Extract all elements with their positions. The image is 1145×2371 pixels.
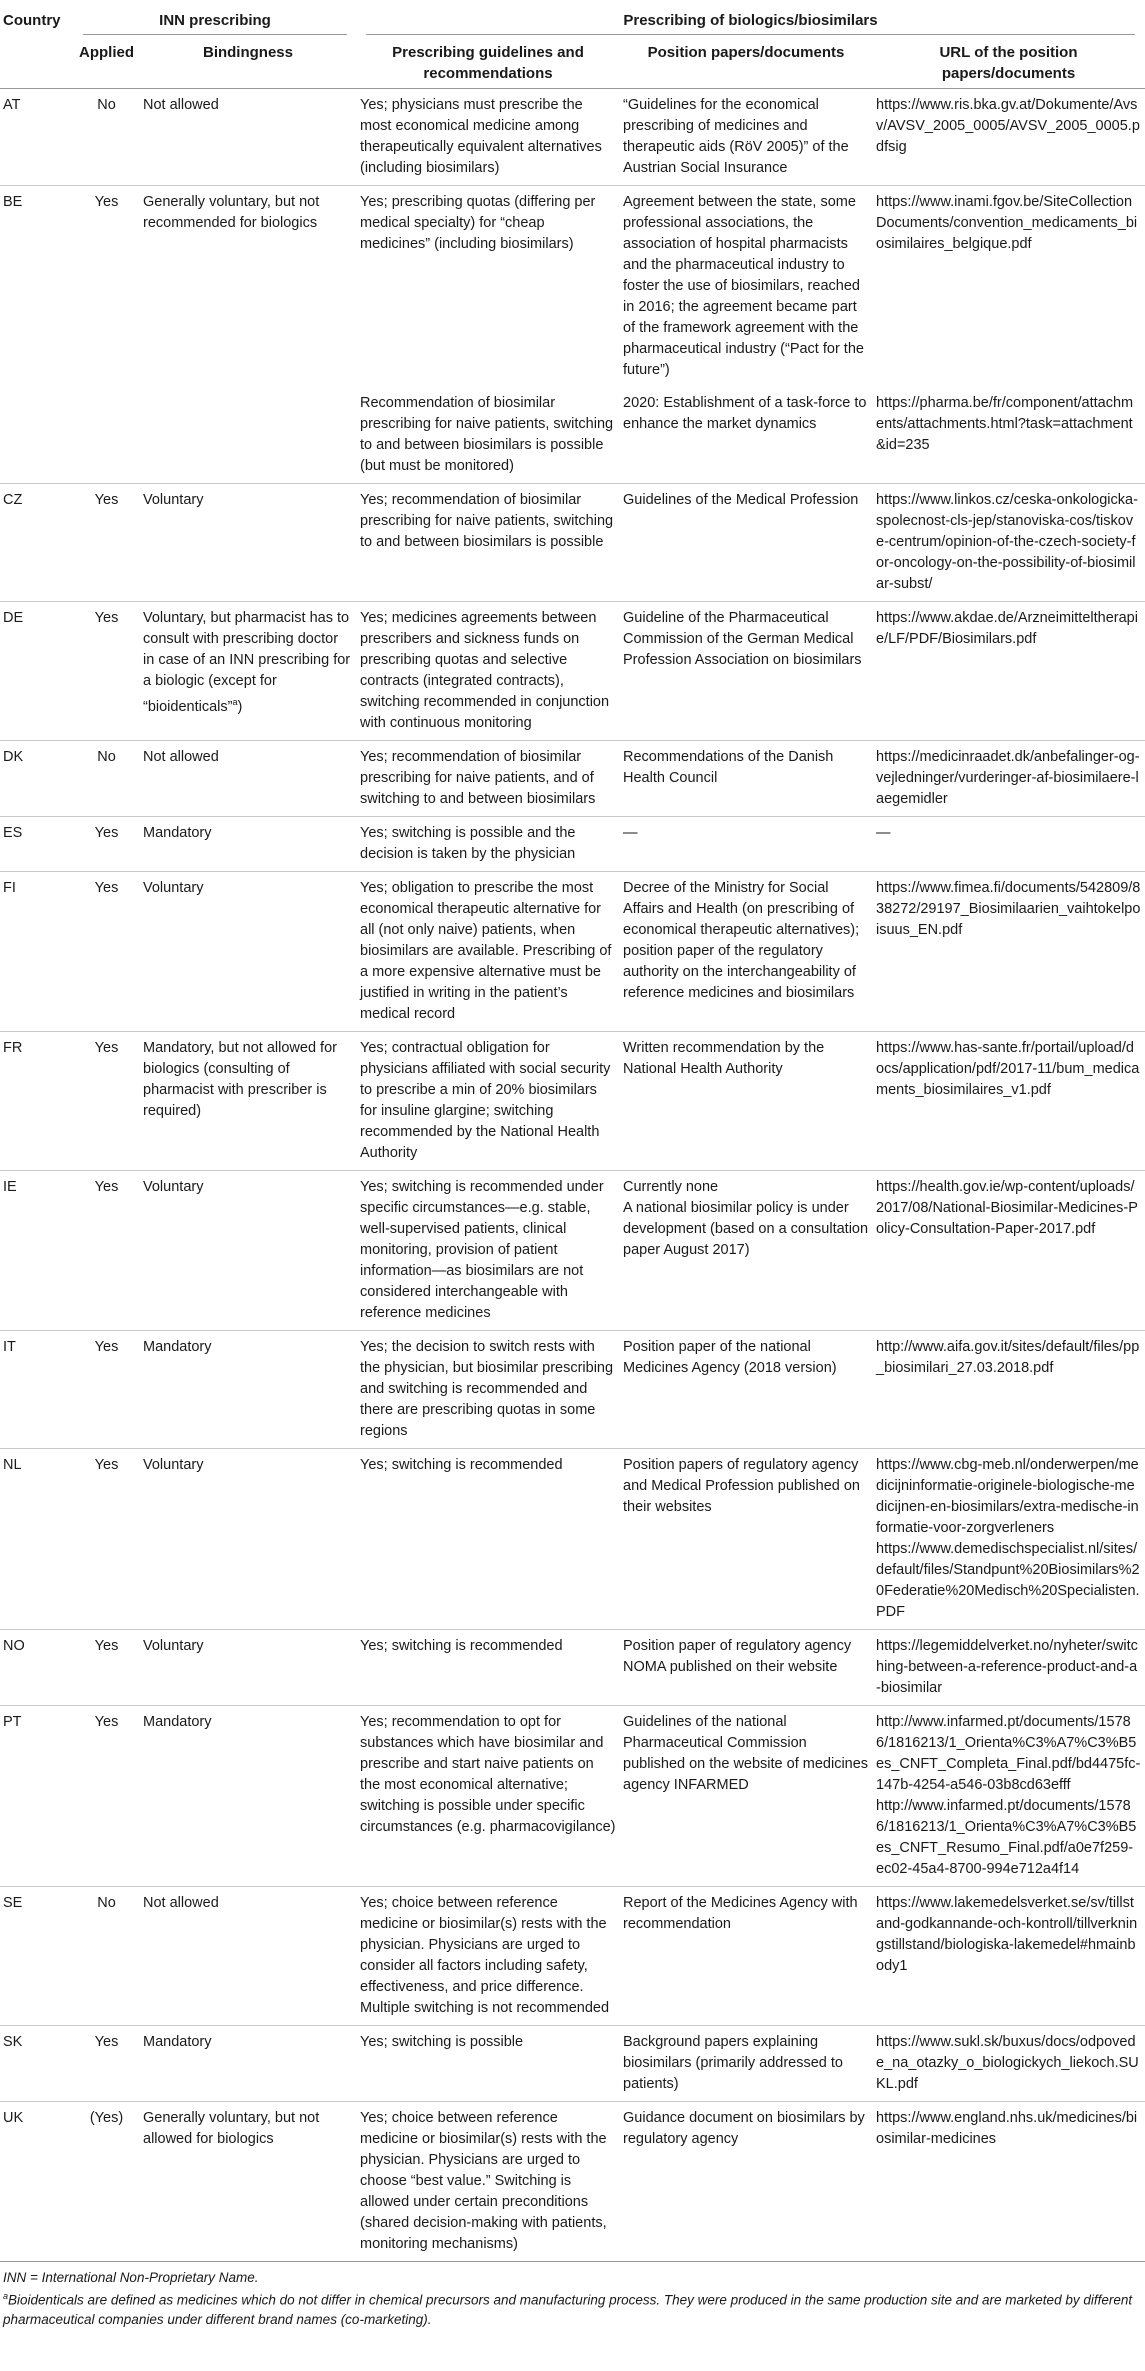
cell-url: [873, 2102, 1145, 2262]
cell-bindingness: [140, 1449, 357, 1630]
bindingness-text: Voluntary: [143, 1638, 204, 1654]
papers-text: Guideline of the Pharmaceutical Commission of the German Medical Profession Association on biosimilars: [623, 610, 862, 668]
cell-guidelines: Yes; choice between reference medicine or biosimilar(s) rests with the physician. Physicians are urged to consider all factors including safety, effectiveness, and price difference. Multiple switching is not recommended: [360, 1895, 610, 2016]
bindingness-text: Mandatory: [143, 2034, 212, 2050]
cell-url: [873, 484, 1145, 602]
papers-text: Agreement between the state, some professional associations, the association of hospital pharmacists and the pharmaceutical industry to foster the use of biosimilars, reached in 2016; the agreement became part of the framework agreement with the pharmaceutical industry (“Pact for the future”): [623, 194, 864, 378]
url-text-2: http://www.infarmed.pt/documents/15786/1816213/1_Orienta%C3%A7%C3%B5es_CNFT_Resumo_Final.pdf/a0e7f259-ec02-45a4-8700-994e712a4f14: [876, 1798, 1137, 1877]
cell-url: [873, 817, 1145, 872]
cell-country: AT: [3, 97, 21, 113]
bindingness-text: Generally voluntary, but not recommended for biologics: [143, 194, 320, 231]
papers-text: Guidelines of the Medical Profession: [623, 492, 859, 508]
table-body: [0, 89, 1145, 2262]
cell-country: ES: [3, 825, 23, 841]
header-url: URL of the position papers/documents: [873, 38, 1145, 89]
url-text: https://medicinraadet.dk/anbefalinger-og-vejledninger/vurderinger-af-biosimilaere-laegemidler: [876, 749, 1140, 807]
bindingness-text: Voluntary: [143, 1179, 204, 1195]
cell-papers: [620, 89, 873, 186]
cell-guidelines: Yes; switching is recommended: [360, 1638, 563, 1654]
cell-applied: Yes: [94, 1714, 119, 1730]
cell-applied: Yes: [94, 1638, 119, 1654]
footnote-marker: a: [3, 2291, 9, 2301]
papers-text: Written recommendation by the National Health Authority: [623, 1040, 825, 1077]
header-inn-group-label: INN prescribing: [83, 10, 347, 35]
cell-bindingness: [140, 2102, 357, 2262]
table-row: [0, 741, 1145, 817]
cell-country: FR: [3, 1040, 23, 1056]
cell-guidelines: Yes; switching is recommended under specific circumstances—e.g. stable, well-supervised patients, clinical monitoring, provision of patient information—as biosimilars are not considered interchangeable with reference medicines: [360, 1179, 604, 1321]
cell-papers: [620, 186, 873, 388]
url-text: http://www.aifa.gov.it/sites/default/files/pp_biosimilari_27.03.2018.pdf: [876, 1339, 1140, 1376]
cell-country: PT: [3, 1714, 22, 1730]
cell-country: UK: [3, 2110, 24, 2126]
cell-bindingness: [140, 872, 357, 1032]
cell-bindingness: [140, 1331, 357, 1449]
cell-papers: [620, 484, 873, 602]
table-row: [0, 1449, 1145, 1630]
table-row: [0, 1171, 1145, 1331]
cell-papers: [620, 2026, 873, 2102]
cell-bindingness: [140, 817, 357, 872]
cell-guidelines: Yes; recommendation of biosimilar prescribing for naive patients, switching to and between biosimilars is possible: [360, 492, 614, 550]
cell-url: [873, 1331, 1145, 1449]
bindingness-text: Not allowed: [143, 97, 219, 113]
header-guidelines: Prescribing guidelines and recommendations: [357, 38, 620, 89]
papers-text: 2020: Establishment of a task-force to enhance the market dynamics: [623, 395, 867, 432]
cell-applied: Yes: [94, 1339, 119, 1355]
table-row: [0, 1630, 1145, 1706]
cell-applied: Yes: [94, 492, 119, 508]
papers-text-2: A national biosimilar policy is under development (based on a consultation paper August 2017): [623, 1200, 869, 1258]
cell-url: [873, 89, 1145, 186]
cell-url: [873, 1032, 1145, 1171]
cell-papers: [620, 817, 873, 872]
cell-url: [873, 1887, 1145, 2026]
footnote: [3, 2287, 1142, 2329]
footnote-ref: a: [232, 697, 238, 707]
header-country: Country: [3, 12, 61, 29]
cell-guidelines: Yes; physicians must prescribe the most economical medicine among therapeutically equivalent alternatives (including biosimilars): [360, 97, 602, 176]
bindingness-text: Mandatory: [143, 825, 212, 841]
url-text: https://www.cbg-meb.nl/onderwerpen/medicijninformatie-originele-biologische-medicijnen-en-biosimilars/extra-medische-informatie-voor-zorgverleners: [876, 1457, 1139, 1536]
header-papers: Position papers/documents: [620, 38, 873, 89]
cell-papers: [620, 1887, 873, 2026]
table-row: [0, 387, 1145, 484]
papers-text: Position paper of the national Medicines Agency (2018 version): [623, 1339, 837, 1376]
url-text: https://www.akdae.de/Arzneimitteltherapie/LF/PDF/Biosimilars.pdf: [876, 610, 1138, 647]
header-bio-group: [357, 0, 1145, 38]
bindingness-text: Mandatory, but not allowed for biologics (consulting of pharmacist with prescriber is required): [143, 1040, 337, 1119]
bindingness-text: Voluntary: [143, 1457, 204, 1473]
cell-bindingness: [140, 602, 357, 741]
header-applied: Applied: [74, 38, 140, 89]
cell-url: [873, 387, 1145, 484]
cell-applied: Yes: [94, 1457, 119, 1473]
table-row: [0, 484, 1145, 602]
bindingness-text: Voluntary, but pharmacist has to consult with prescribing doctor in case of an INN prescribing for a biologic (except for “bioidenticals”: [143, 610, 351, 715]
bindingness-text: Voluntary: [143, 880, 204, 896]
table-row: [0, 1032, 1145, 1171]
papers-text: Decree of the Ministry for Social Affairs and Health (on prescribing of economical therapeutic alternatives); position paper of the regulatory authority on the interchangeability of reference medicines and biosimilars: [623, 880, 860, 1001]
papers-text: —: [623, 825, 638, 841]
cell-country: FI: [3, 880, 16, 896]
table-header: [0, 0, 1145, 89]
cell-country: SE: [3, 1895, 23, 1911]
cell-applied: [74, 387, 140, 484]
url-text: —: [876, 825, 891, 841]
bindingness-text: Mandatory: [143, 1339, 212, 1355]
table-row: [0, 602, 1145, 741]
cell-url: [873, 1449, 1145, 1630]
footnote-text: Bioidenticals are defined as medicines which do not differ in chemical precursors and manufacturing process. They were produced in the same production site and are marketed by different pharmaceutical companies under different brand names (co-marketing).: [3, 2292, 1133, 2327]
bindingness-text: Generally voluntary, but not allowed for biologics: [143, 2110, 320, 2147]
table-row: [0, 872, 1145, 1032]
cell-url: [873, 186, 1145, 388]
cell-guidelines: Yes; obligation to prescribe the most economical therapeutic alternative for all (not only naive) patients, when biosimilars are available. Prescribing of a more expensive alternative must be justified in writing in the patient’s medical record: [360, 880, 612, 1022]
cell-country: SK: [3, 2034, 23, 2050]
cell-country: IT: [3, 1339, 16, 1355]
url-text: https://www.lakemedelsverket.se/sv/tillstand-godkannande-och-kontroll/tillverkningstillstand/biologiska-lakemedel#hmainbody1: [876, 1895, 1138, 1974]
cell-papers: [620, 602, 873, 741]
cell-papers: [620, 1706, 873, 1887]
bindingness-text: Mandatory: [143, 1714, 212, 1730]
cell-url: [873, 872, 1145, 1032]
cell-guidelines: Yes; the decision to switch rests with the physician, but biosimilar prescribing and switching is recommended and there are prescribing quotas in some regions: [360, 1339, 614, 1439]
url-text: https://www.ris.bka.gv.at/Dokumente/Avsv/AVSV_2005_0005/AVSV_2005_0005.pdfsig: [876, 97, 1140, 155]
cell-applied: No: [97, 1895, 116, 1911]
url-text: https://www.linkos.cz/ceska-onkologicka-spolecnost-cls-jep/stanoviska-cos/tiskove-centrum/opinion-of-the-czech-society-for-oncology-on-the-possibility-of-biosimilar-subst/: [876, 492, 1138, 592]
cell-url: [873, 602, 1145, 741]
cell-bindingness: [140, 2026, 357, 2102]
cell-papers: [620, 2102, 873, 2262]
cell-papers: [620, 1331, 873, 1449]
cell-guidelines: Yes; recommendation to opt for substances which have biosimilar and prescribe and start naive patients on the most economical alternative; switching is possible under specific circumstances (e.g. pharmacovigilance): [360, 1714, 616, 1835]
cell-papers: [620, 1171, 873, 1331]
cell-guidelines: Yes; switching is recommended: [360, 1457, 563, 1473]
cell-papers: [620, 741, 873, 817]
header-blank: [0, 38, 74, 89]
table-row: [0, 186, 1145, 388]
cell-papers: [620, 1630, 873, 1706]
url-text: https://www.england.nhs.uk/medicines/biosimilar-medicines: [876, 2110, 1138, 2147]
bindingness-text-end: ): [237, 698, 243, 715]
cell-guidelines: Yes; switching is possible: [360, 2034, 524, 2050]
header-inn-group: [74, 0, 357, 38]
cell-applied: Yes: [94, 825, 119, 841]
cell-papers: [620, 1449, 873, 1630]
cell-url: [873, 1630, 1145, 1706]
cell-url: [873, 1171, 1145, 1331]
cell-guidelines: Yes; contractual obligation for physicians affiliated with social security to prescribe a min of 20% biosimilars for insuline glargine; switching recommended by the National Health Authority: [360, 1040, 611, 1161]
cell-applied: Yes: [94, 1040, 119, 1056]
cell-bindingness: [140, 1706, 357, 1887]
cell-country: NL: [3, 1457, 22, 1473]
cell-guidelines: Yes; choice between reference medicine or biosimilar(s) rests with the physician. Physicians are urged to choose “best value.” Switching is allowed under certain preconditions (shared decision-making with patients, monitoring mechanisms): [360, 2110, 607, 2252]
table-row: [0, 89, 1145, 186]
url-text: https://health.gov.ie/wp-content/uploads/2017/08/National-Biosimilar-Medicines-Policy-Consultation-Paper-2017.pdf: [876, 1179, 1138, 1237]
cell-country: DK: [3, 749, 24, 765]
url-text: http://www.infarmed.pt/documents/15786/1816213/1_Orienta%C3%A7%C3%B5es_CNFT_Completa_Final.pdf/bd4475fc-147b-4254-a546-03b8cd63efff: [876, 1714, 1141, 1793]
papers-text: Guidance document on biosimilars by regulatory agency: [623, 2110, 865, 2147]
bindingness-text: Not allowed: [143, 1895, 219, 1911]
cell-country: NO: [3, 1638, 25, 1654]
cell-applied: Yes: [94, 1179, 119, 1195]
inn-abbreviation-note: INN = International Non-Proprietary Name.: [3, 2270, 259, 2285]
cell-country: [0, 387, 74, 484]
papers-text: Report of the Medicines Agency with recommendation: [623, 1895, 858, 1932]
bindingness-text: Not allowed: [143, 749, 219, 765]
cell-papers: [620, 387, 873, 484]
table-row: [0, 2026, 1145, 2102]
papers-text: “Guidelines for the economical prescribing of medicines and therapeutic aids (RöV 2005)” of the Austrian Social Insurance: [623, 97, 849, 176]
header-bio-group-label: Prescribing of biologics/biosimilars: [366, 10, 1135, 35]
table-notes: [0, 2262, 1145, 2329]
cell-country: CZ: [3, 492, 23, 508]
papers-text: Background papers explaining biosimilars (primarily addressed to patients): [623, 2034, 843, 2092]
cell-country: BE: [3, 194, 23, 210]
papers-text: Currently none: [623, 1179, 719, 1195]
url-text: https://pharma.be/fr/component/attachments/attachments.html?task=attachment&id=235: [876, 395, 1134, 453]
url-text-2: https://www.demedischspecialist.nl/sites/default/files/Standpunt%20Biosimilars%20Federatie%20Medisch%20Specialisten.PDF: [876, 1541, 1140, 1620]
cell-applied: No: [97, 749, 116, 765]
cell-bindingness: [140, 387, 357, 484]
cell-country: IE: [3, 1179, 17, 1195]
url-text: https://www.inami.fgov.be/SiteCollectionDocuments/convention_medicaments_biosimilaires_belgique.pdf: [876, 194, 1138, 252]
url-text: https://www.has-sante.fr/portail/upload/docs/application/pdf/2017-11/bum_medicaments_biosimilaires_v1.pdf: [876, 1040, 1140, 1098]
table-row: [0, 1887, 1145, 2026]
cell-applied: No: [97, 97, 116, 113]
cell-guidelines: Yes; recommendation of biosimilar prescribing for naive patients, and of switching to and between biosimilars: [360, 749, 596, 807]
cell-guidelines: Recommendation of biosimilar prescribing for naive patients, switching to and between biosimilars is possible (but must be monitored): [360, 395, 614, 474]
bindingness-text: Voluntary: [143, 492, 204, 508]
cell-url: [873, 2026, 1145, 2102]
cell-applied: Yes: [94, 2034, 119, 2050]
cell-bindingness: [140, 186, 357, 388]
cell-bindingness: [140, 1171, 357, 1331]
cell-bindingness: [140, 1887, 357, 2026]
header-bindingness: Bindingness: [140, 38, 357, 89]
cell-applied: Yes: [94, 610, 119, 626]
papers-text: Position papers of regulatory agency and Medical Profession published on their websites: [623, 1457, 860, 1515]
papers-text: Position paper of regulatory agency NOMA published on their website: [623, 1638, 852, 1675]
cell-bindingness: [140, 89, 357, 186]
cell-country: DE: [3, 610, 24, 626]
table-row: [0, 2102, 1145, 2262]
cell-guidelines: Yes; prescribing quotas (differing per medical specialty) for “cheap medicines” (including biosimilars): [360, 194, 596, 252]
cell-papers: [620, 1032, 873, 1171]
cell-applied: Yes: [94, 880, 119, 896]
papers-text: Recommendations of the Danish Health Council: [623, 749, 834, 786]
cell-bindingness: [140, 484, 357, 602]
cell-url: [873, 741, 1145, 817]
cell-url: [873, 1706, 1145, 1887]
cell-bindingness: [140, 1032, 357, 1171]
papers-text: Guidelines of the national Pharmaceutical Commission published on the website of medicines agency INFARMED: [623, 1714, 869, 1793]
cell-papers: [620, 872, 873, 1032]
cell-bindingness: [140, 1630, 357, 1706]
cell-bindingness: [140, 741, 357, 817]
url-text: https://www.sukl.sk/buxus/docs/odpovede_na_otazky_o_biologickych_liekoch.SUKL.pdf: [876, 2034, 1139, 2092]
url-text: https://www.fimea.fi/documents/542809/838272/29197_Biosimilaarien_vaihtokelpoisuus_EN.pdf: [876, 880, 1141, 938]
cell-guidelines: Yes; medicines agreements between prescribers and sickness funds on prescribing quotas and selective contracts (integrated contracts), switching recommended in conjunction with continuous monitoring: [360, 610, 610, 731]
cell-guidelines: Yes; switching is possible and the decision is taken by the physician: [360, 825, 576, 862]
cell-applied: (Yes): [89, 2110, 124, 2126]
url-text: https://legemiddelverket.no/nyheter/switching-between-a-reference-product-and-a-biosimilar: [876, 1638, 1138, 1696]
table-row: [0, 817, 1145, 872]
table-row: [0, 1706, 1145, 1887]
cell-applied: Yes: [94, 194, 119, 210]
table-row: [0, 1331, 1145, 1449]
